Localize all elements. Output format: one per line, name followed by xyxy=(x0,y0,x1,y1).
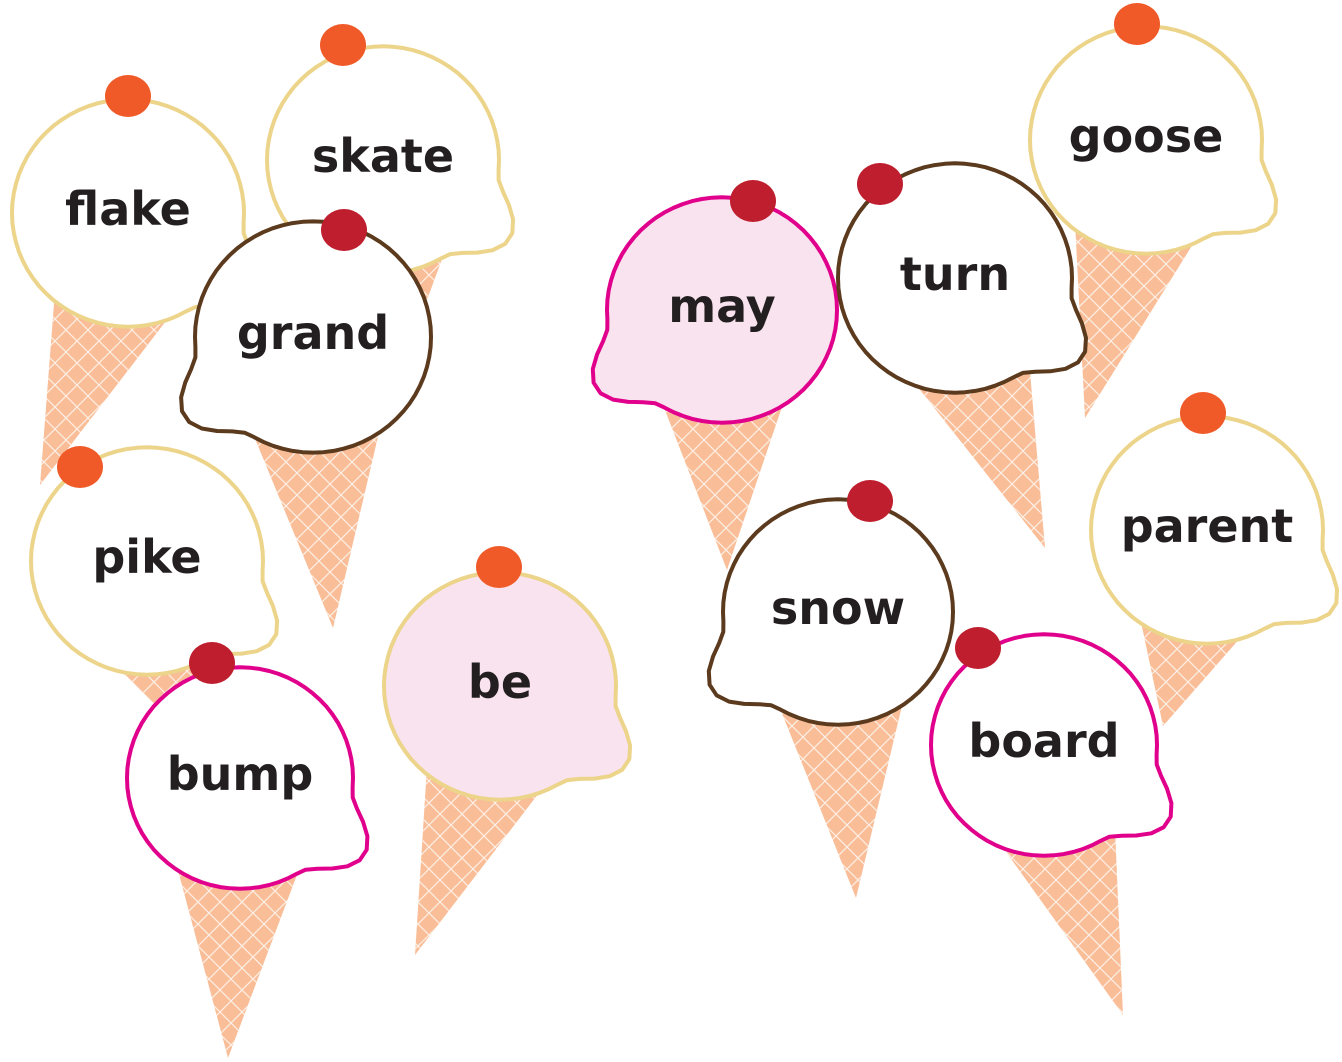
cherry-icon xyxy=(730,180,776,222)
cherry-icon xyxy=(857,163,903,205)
cherry-icon xyxy=(476,546,522,588)
word-label: bump xyxy=(166,747,314,801)
word-label: goose xyxy=(1068,109,1224,163)
cherry-icon xyxy=(847,480,893,522)
cherry-icon xyxy=(57,446,103,488)
cherry-icon xyxy=(1180,392,1226,434)
cherry-icon xyxy=(955,627,1001,669)
ice-cream-snow xyxy=(709,480,953,898)
cherry-icon xyxy=(320,24,366,66)
word-label: skate xyxy=(311,129,455,183)
word-label: grand xyxy=(236,306,390,360)
ice-cream-bump xyxy=(127,642,367,1058)
ice-cream-be xyxy=(384,546,630,955)
scoops-layer xyxy=(12,3,1337,1058)
word-label: snow xyxy=(770,581,906,635)
ice-cream-board xyxy=(931,627,1171,1015)
word-label: parent xyxy=(1120,499,1294,553)
word-label: may xyxy=(668,279,776,333)
word-label: be xyxy=(467,655,533,709)
word-label: pike xyxy=(92,530,202,584)
cherry-icon xyxy=(1114,3,1160,45)
cherry-icon xyxy=(189,642,235,684)
cherry-icon xyxy=(321,209,367,251)
word-label: turn xyxy=(899,247,1011,301)
word-label: flake xyxy=(65,182,191,236)
cherry-icon xyxy=(105,75,151,117)
word-label: board xyxy=(968,714,1120,768)
